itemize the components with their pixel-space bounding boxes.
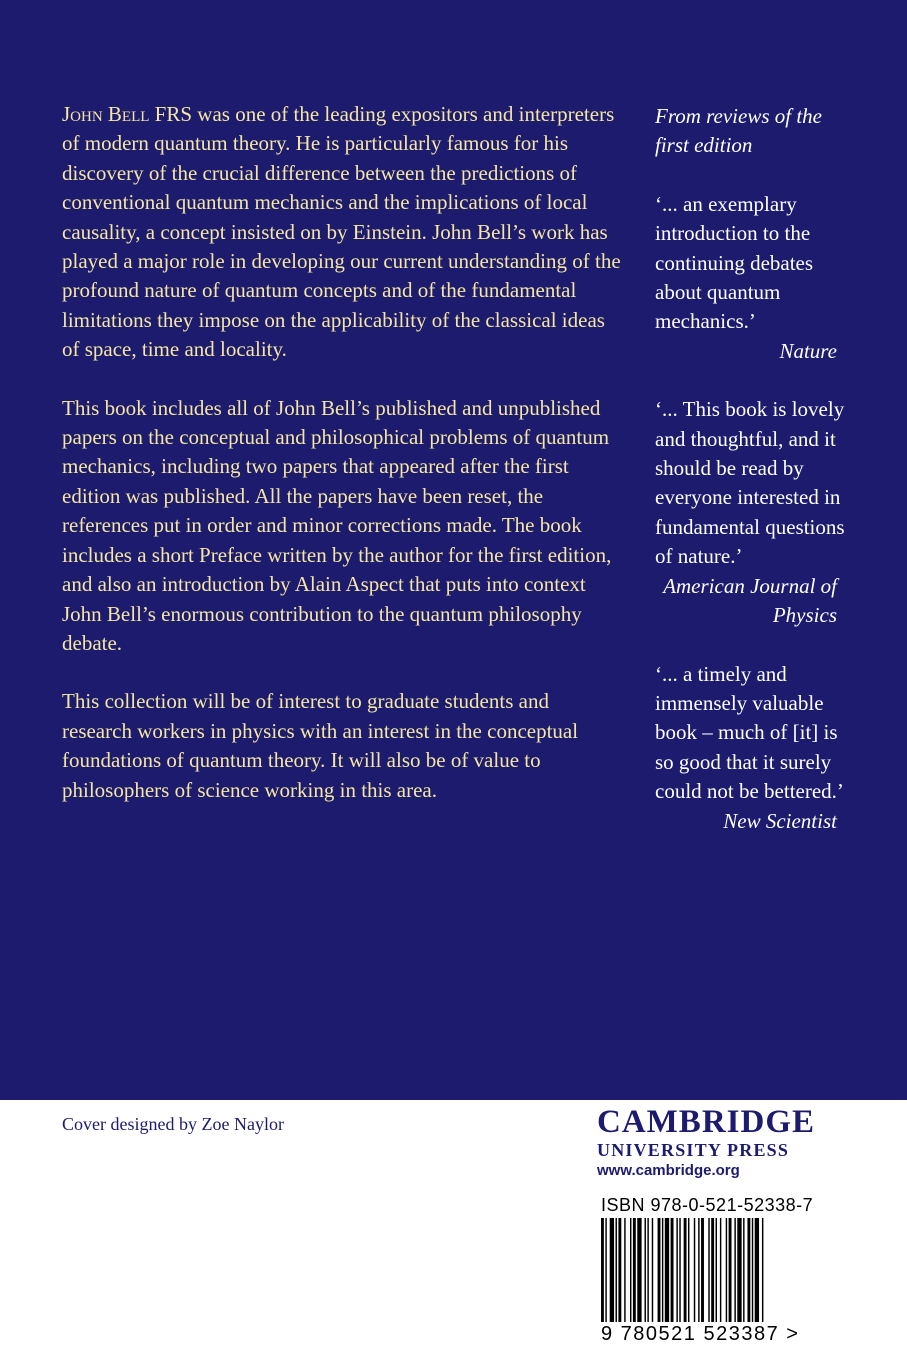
review-item (655, 190, 845, 366)
review-quote: ‘... This book is lovely and thoughtful, and it should be read by everyone interested in fundamental questions of nature.’ (655, 397, 845, 569)
blurb-paragraph-1-text: FRS was one of the leading expositors and interpreters of modern quantum theory. He is particularly famous for his discovery of the crucial difference between the predictions of conventional quantum mechanics and the implications of local causality, a concept insisted on by Einstein. John Bell’s work has played a major role in developing our current understanding of the profound nature of quantum concepts and of the fundamental limitations they impose on the applicability of the classical ideas of space, time and locality. (62, 102, 621, 362)
blurb-paragraph-1 (62, 100, 622, 365)
review-item (655, 395, 845, 630)
cover-credit: Cover designed by Zoe Naylor (62, 1114, 284, 1134)
blurb (62, 100, 622, 834)
barcode-icon (601, 1218, 821, 1322)
author-name: John Bell (62, 102, 150, 126)
barcode-digits: 9 780521 523387 > (601, 1323, 800, 1345)
isbn-label: ISBN 978-0-521-52338-7 (601, 1195, 814, 1215)
publisher-url: www.cambridge.org (597, 1162, 740, 1179)
reviews (655, 102, 845, 865)
reviews-heading: From reviews of the first edition (655, 104, 822, 158)
review-quote: ‘... a timely and immensely valuable book – much of [it] is so good that it surely could not be bettered.’ (655, 661, 844, 804)
review-source: Nature (779, 338, 837, 363)
review-source: New Scientist (723, 808, 837, 833)
review-item (655, 660, 845, 836)
review-quote: ‘... an exemplary introduction to the continuing debates about quantum mechanics.’ (655, 191, 814, 334)
blurb-paragraph-2: This book includes all of John Bell’s published and unpublished papers on the conceptual and philosophical problems of quantum mechanics, including two papers that appeared after the first edition was published. All the papers have been reset, the references put in order and minor corrections made. The book includes a short Preface written by the author for the first edition, and also an introduction by Alain Aspect that puts into context John Bell’s enormous contribution to the quantum philosophy debate. (62, 395, 612, 655)
review-source: American Journal of Physics (663, 573, 837, 628)
publisher-name: CAMBRIDGE (597, 1104, 816, 1140)
publisher-logo (597, 1104, 827, 1182)
blurb-paragraph-3: This collection will be of interest to graduate students and research workers in physics with an interest in the conceptual foundations of quantum theory. It will also be of value to philosophers of science working in this area. (62, 689, 579, 802)
publisher-subtitle: UNIVERSITY PRESS (597, 1140, 790, 1160)
